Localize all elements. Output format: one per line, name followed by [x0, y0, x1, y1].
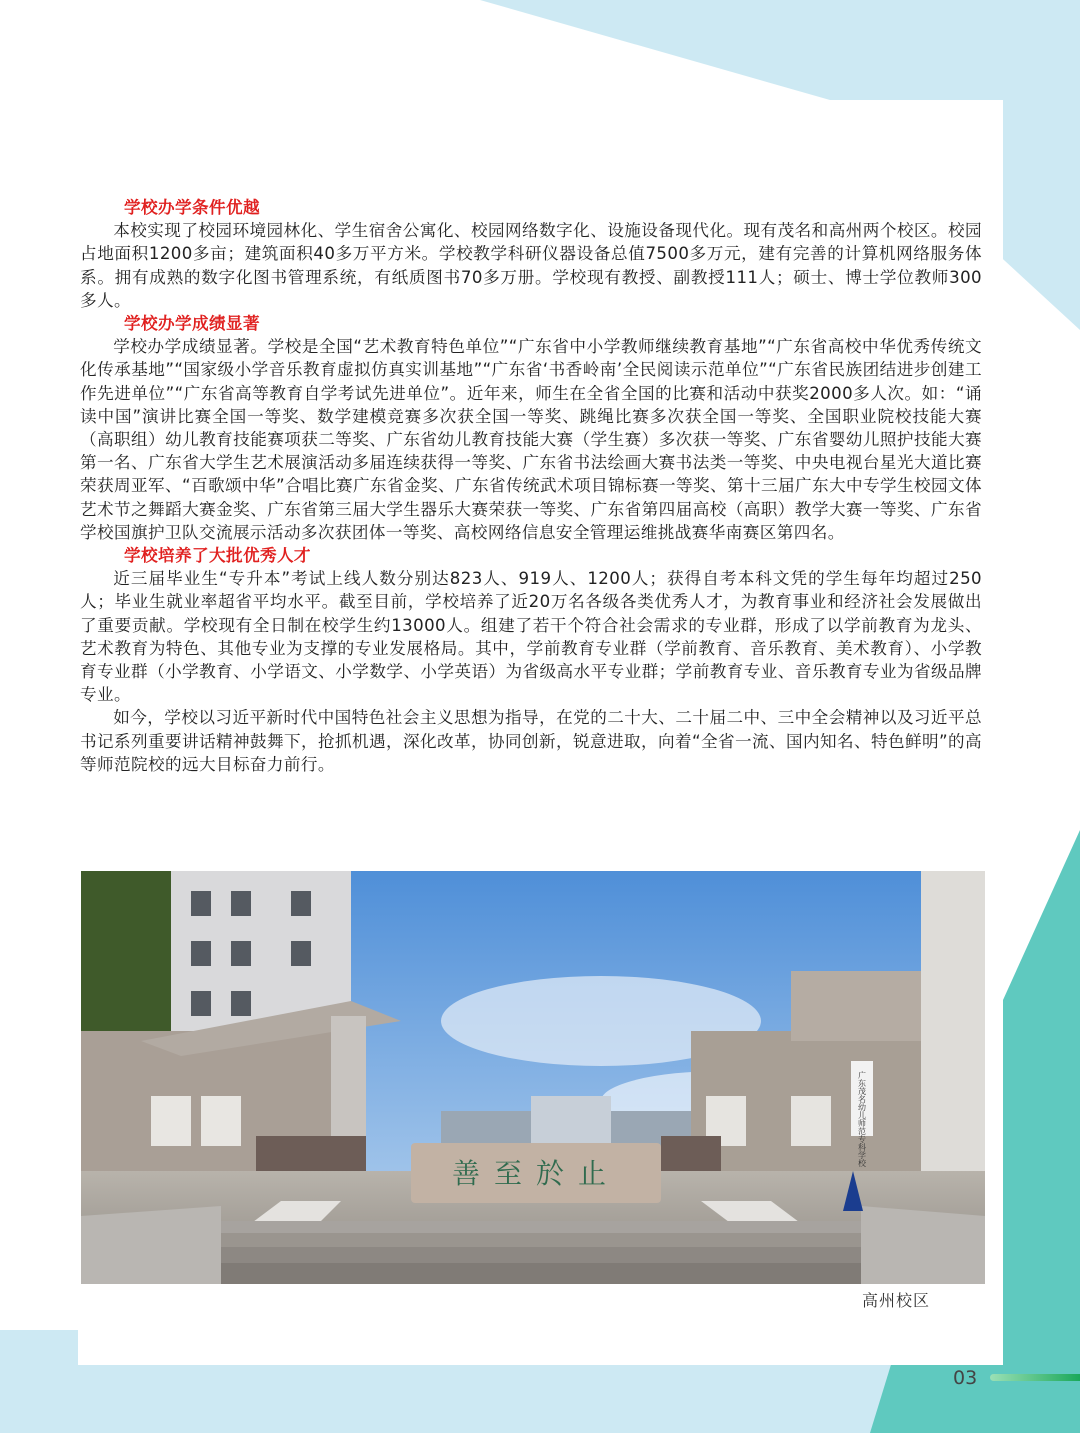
article-body — [80, 196, 982, 776]
section-heading-conditions: 学校办学条件优越 — [124, 198, 260, 217]
section-heading-talents: 学校培养了大批优秀人才 — [124, 546, 311, 566]
paragraph-talents: 近三届毕业生“专升本”考试上线人数分别达823人、919人、1200人；获得自考本科文凭的学生每年均超过250人；毕业生就业率超省平均水平。截至目前，学校培养了近20万名各级各类优秀人才，为教育事业和经济社会发展做出了重要贡献。学校现有全日制在校学生约13000人。组建了若干个符合社会需求的专业群，形成了以学前教育为龙头、艺术教育为特色、其他专业为支撑的专业发展格局。其中，学前教育专业群（学前教育、音乐教育、美术教育）、小学教育专业群（小学教育、小学语文、小学数学、小学英语）为省级高水平专业群；学前教育专业、音乐教育专业为省级品牌专业。 — [80, 569, 982, 705]
school-sign: 广东茂名幼儿师范专科学校 — [857, 1071, 867, 1167]
page-number: 03 — [953, 1367, 978, 1389]
campus-gate-photo — [81, 871, 985, 1284]
stone-inscription: 善至於止 — [451, 1157, 621, 1190]
paragraph-achievements: 学校办学成绩显著。学校是全国“艺术教育特色单位”“广东省中小学教师继续教育基地”“广东省高校中华优秀传统文化传承基地”“国家级小学音乐教育虚拟仿真实训基地”“广东省‘书香岭南’全民阅读示范单位”“广东省民族团结进步创建工作先进单位”“广东省高等教育自学考试先进单位”。近年来，师生在全省全国的比赛和活动中获奖2000多人次。如：“诵读中国”演讲比赛全国一等奖、数学建模竞赛多次获全国一等奖、跳绳比赛多次获全国一等奖、全国职业院校技能大赛（高职组）幼儿教育技能赛项获二等奖、广东省幼儿教育技能大赛（学生赛）多次获一等奖、广东省婴幼儿照护技能大赛第一名、广东省大学生艺术展演活动多届连续获得一等奖、广东省书法绘画大赛书法类一等奖、中央电视台星光大道比赛荣获周亚军、“百歌颂中华”合唱比赛广东省金奖、广东省传统武术项目锦标赛一等奖、第十三届广东大中专学生校园文体艺术节之舞蹈大赛金奖、广东省第三届大学生器乐大赛荣获一等奖、广东省第四届高校（高职）教学大赛一等奖、广东省学校国旗护卫队交流展示活动多次获团体一等奖、高校网络信息安全管理运维挑战赛华南赛区第四名。 — [80, 337, 982, 542]
paragraph-conditions: 本校实现了校园环境园林化、学生宿舍公寓化、校园网络数字化、设施设备现代化。现有茂名和高州两个校区。校园占地面积1200多亩；建筑面积40多万平方米。学校教学科研仪器设备总值7500多万元，建有完善的计算机网络服务体系。拥有成熟的数字化图书管理系统，有纸质图书70多万册。学校现有教授、副教授111人；硕士、博士学位教师300多人。 — [80, 221, 982, 310]
page-number-bar — [990, 1374, 1080, 1381]
section-heading-achievements: 学校办学成绩显著 — [124, 314, 260, 334]
photo-caption: 高州校区 — [862, 1291, 931, 1310]
paragraph-outlook: 如今，学校以习近平新时代中国特色社会主义思想为指导，在党的二十大、二十届二中、三中全会精神以及习近平总书记系列重要讲话精神鼓舞下，抢抓机遇，深化改革，协同创新，锐意进取，向着“全省一流、国内知名、特色鲜明”的高等师范院校的远大目标奋力前行。 — [80, 708, 982, 774]
